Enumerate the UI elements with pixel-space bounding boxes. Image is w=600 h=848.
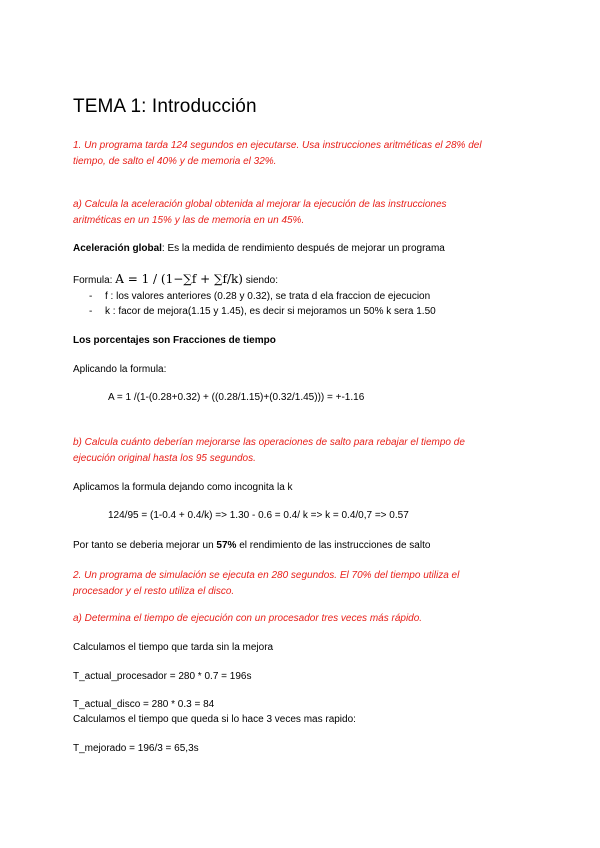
t-mejorado: T_mejorado = 196/3 = 65,3s <box>73 743 199 754</box>
calculation-b: 124/95 = (1-0.4 + 0.4/k) => 1.30 - 0.6 = 0.4/ k => k = 0.4/0,7 => 0.57 <box>108 510 409 521</box>
formula-suffix: siendo: <box>245 275 278 286</box>
problem2-statement-line1: 2. Un programa de simulación se ejecuta en 280 segundos. El 70% del tiempo utiliza el <box>73 570 460 581</box>
conclusion-pre: Por tanto se deberia mejorar un <box>73 540 217 551</box>
page-title: TEMA 1: Introducción <box>73 96 257 117</box>
conclusion-line <box>73 540 430 552</box>
definition-line <box>73 243 445 255</box>
problem1-part-a-line2: aritméticas en un 15% y las de memoria en un 45%. <box>73 215 305 226</box>
fractions-note: Los porcentajes son Fracciones de tiempo <box>73 335 276 346</box>
problem1-statement-line1: 1. Un programa tarda 124 segundos en ejecutarse. Usa instrucciones aritméticas el 28% del <box>73 140 482 151</box>
conclusion-bold: 57% <box>216 540 237 551</box>
problem2-statement-line2: procesador y el resto utiliza el disco. <box>73 586 235 597</box>
apply-unknown-text: Aplicamos la formula dejando como incognita la k <box>73 482 293 493</box>
problem2-part-a: a) Determina el tiempo de ejecución con un procesador tres veces más rápido. <box>73 613 423 624</box>
bullet-text: k : facor de mejora(1.15 y 1.45), es decir si mejoramos un 50% k sera 1.50 <box>105 306 436 317</box>
calculation-a: A = 1 /(1-(0.28+0.32) + ((0.28/1.15)+(0.32/1.45))) = +-1.16 <box>108 392 365 403</box>
definition-text: : Es la medida de rendimiento después de mejorar un programa <box>161 243 445 254</box>
formula-expression: A = 1 / (1−∑f + ∑f/k) <box>115 272 243 286</box>
formula-label: Formula: <box>73 275 113 286</box>
bullet-text: f : los valores anteriores (0.28 y 0.32), se trata d ela fraccion de ejecucion <box>105 291 431 302</box>
problem1-part-b-line2: ejecución original hasta los 95 segundos. <box>73 453 256 464</box>
problem1-part-a-line1: a) Calcula la aceleración global obtenida al mejorar la ejecución de las instrucciones <box>73 199 447 210</box>
t-actual-disco: T_actual_disco = 280 * 0.3 = 84 <box>73 699 215 710</box>
applying-formula-text: Aplicando la formula: <box>73 364 167 375</box>
definition-label: Aceleración global <box>73 243 162 254</box>
bullet-dash: - <box>89 306 93 317</box>
calc-remaining-text: Calculamos el tiempo que queda si lo hace 3 veces mas rapido: <box>73 714 356 725</box>
problem1-statement-line2: tiempo, de salto el 40% y de memoria el 32%. <box>73 156 277 167</box>
calc-intro-text: Calculamos el tiempo que tarda sin la mejora <box>73 642 274 653</box>
conclusion-post: el rendimiento de las instrucciones de salto <box>236 540 431 551</box>
t-actual-procesador: T_actual_procesador = 280 * 0.7 = 196s <box>73 671 252 682</box>
bullet-dash: - <box>89 291 93 302</box>
problem1-part-b-line1: b) Calcula cuánto deberían mejorarse las operaciones de salto para rebajar el tiempo de <box>73 437 465 448</box>
formula-line <box>73 273 278 287</box>
